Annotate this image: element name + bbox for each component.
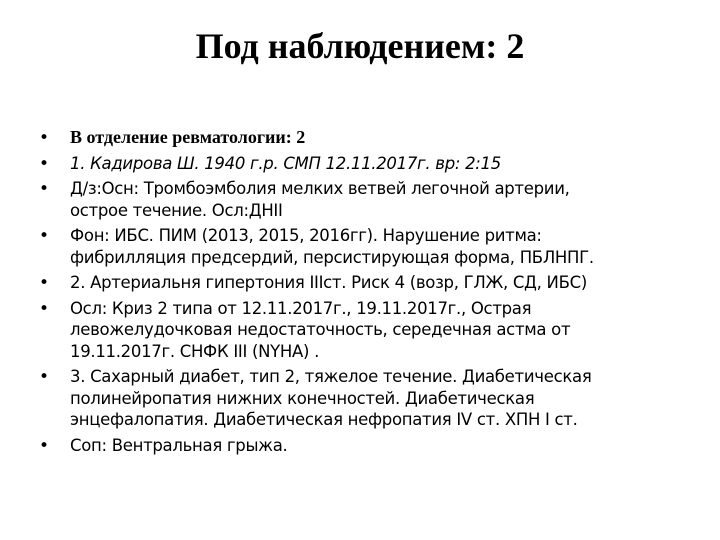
- item-line: В отделение ревматологии: 2: [70, 127, 306, 147]
- bullet-icon: •: [39, 273, 50, 293]
- item-line: 3. Сахарный диабет, тип 2, тяжелое течение. Диабетическая: [70, 367, 592, 386]
- list-item-department: [38, 127, 698, 149]
- bullet-list: [38, 127, 698, 460]
- slide-title: Под наблюдением: 2: [195, 26, 525, 66]
- item-line: энцефалопатия. Диабетическая нефропатия IV ст. ХПН I ст.: [70, 410, 578, 429]
- list-item-comorbidity: [38, 435, 698, 457]
- item-line: 1. Кадирова Ш. 1940 г.р. СМП 12.11.2017г. вр: 2:15: [70, 153, 501, 173]
- item-line: фибрилляция предсердий, персистирующая форма, ПБЛНПГ.: [70, 247, 594, 267]
- list-item-hypertension: [38, 272, 698, 294]
- list-item-diagnosis: [38, 178, 698, 221]
- bullet-icon: •: [39, 435, 50, 456]
- item-line: Фон: ИБС. ПИМ (2013, 2015, 2016гг). Нарушение ритма:: [70, 226, 542, 245]
- item-line: Осл: Криз 2 типа от 12.11.2017г., 19.11.2017г., Острая: [70, 298, 532, 318]
- item-line: 2. Артериальня гипертония IIIст. Риск 4 (возр, ГЛЖ, СД, ИБС): [70, 273, 587, 292]
- bullet-icon: •: [39, 226, 50, 246]
- item-line: полинейропатия нижних конечностей. Диабетическая: [70, 388, 535, 408]
- list-item-patient: [38, 153, 698, 175]
- item-line: Д/з:Осн: Тромбоэмболия мелких ветвей легочной артерии,: [70, 179, 570, 198]
- bullet-icon: •: [39, 298, 50, 319]
- item-line: острое течение. Осл:ДНII: [70, 200, 283, 220]
- bullet-icon: •: [39, 367, 50, 387]
- bullet-icon: •: [39, 153, 50, 174]
- bullet-icon: •: [39, 128, 50, 148]
- item-line: 19.11.2017г. СНФК III (NYHA) .: [70, 341, 320, 361]
- item-line: Соп: Вентральная грыжа.: [70, 435, 288, 455]
- list-item-complications: [38, 298, 698, 363]
- list-item-diabetes: [38, 366, 698, 431]
- list-item-background: [38, 225, 698, 268]
- bullet-icon: •: [39, 179, 50, 199]
- item-line: левожелудочковая недостаточность, середечная астма от: [70, 320, 571, 339]
